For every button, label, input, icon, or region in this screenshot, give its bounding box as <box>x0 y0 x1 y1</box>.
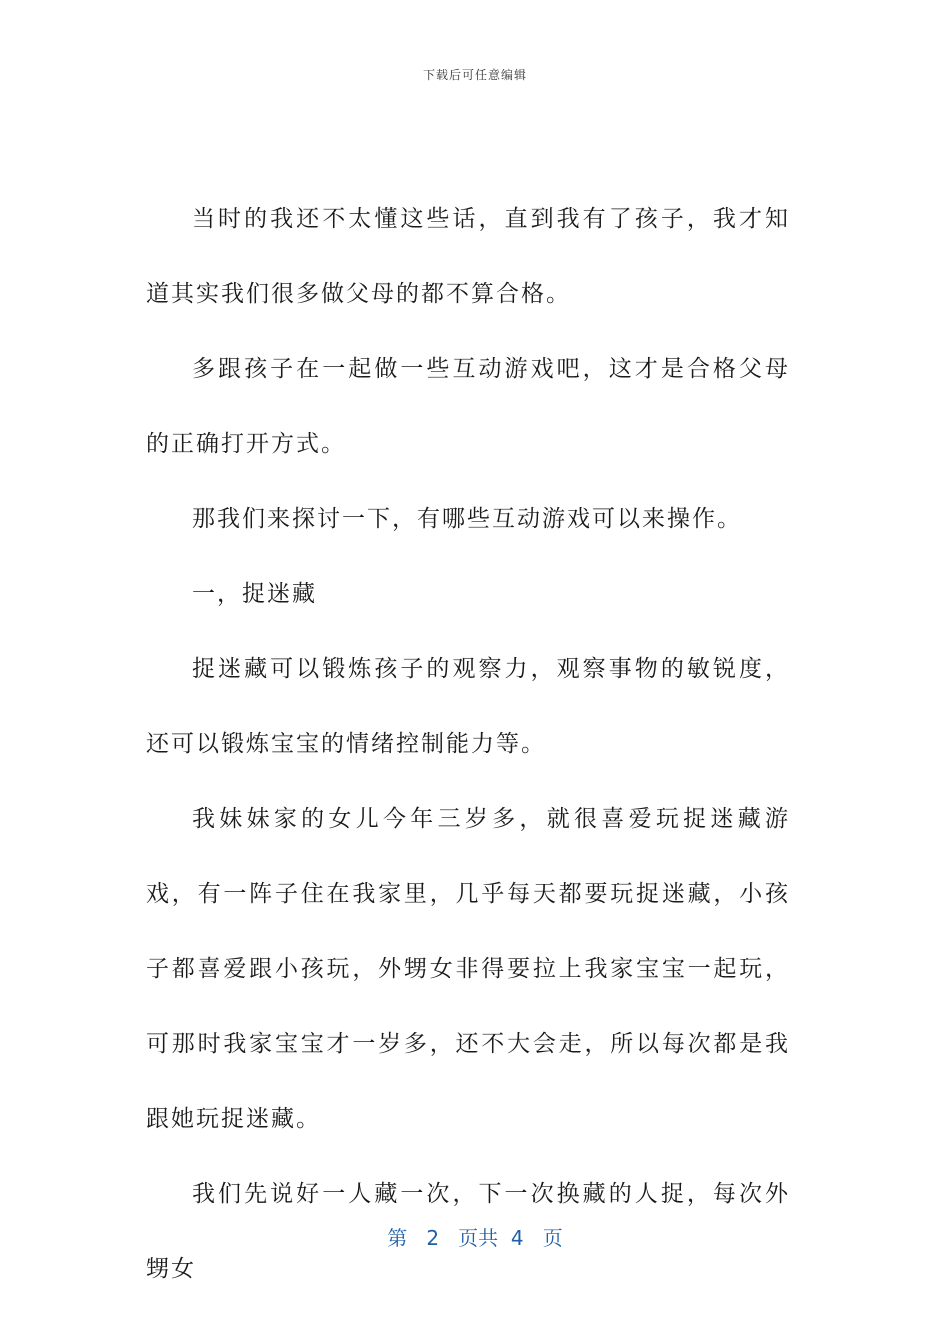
paragraph: 当时的我还不太懂这些话，直到我有了孩子，我才知道其实我们很多做父母的都不算合格。 <box>146 206 790 307</box>
footer-prefix: 第 <box>387 1226 408 1250</box>
paragraph: 我妹妹家的女儿今年三岁多，就很喜爱玩捉迷藏游戏，有一阵子住在我家里，几乎每天都要玩捉迷藏，小孩子都喜爱跟小孩玩，外甥女非得要拉上我家宝宝一起玩，可那时我家宝宝才一岁多，还不大会走，所以每次都是我跟她玩捉迷藏。 <box>146 806 790 1132</box>
page-footer <box>0 1222 950 1251</box>
section-heading: 一，捉迷藏 <box>192 581 317 607</box>
current-page-number: 2 <box>426 1226 440 1250</box>
paragraph: 我们先说好一人藏一次，下一次换藏的人捉，每次外甥女 <box>146 1181 790 1282</box>
paragraph: 多跟孩子在一起做一些互动游戏吧，这才是合格父母的正确打开方式。 <box>146 356 790 457</box>
total-pages-number: 4 <box>510 1226 524 1250</box>
footer-middle: 页共 <box>458 1226 499 1250</box>
paragraph: 那我们来探讨一下，有哪些互动游戏可以来操作。 <box>192 506 742 532</box>
paragraph: 捉迷藏可以锻炼孩子的观察力，观察事物的敏锐度，还可以锻炼宝宝的情绪控制能力等。 <box>146 656 790 757</box>
header-note: 下载后可任意编辑 <box>422 68 527 82</box>
document-body <box>146 182 790 1307</box>
footer-suffix: 页 <box>542 1226 563 1250</box>
